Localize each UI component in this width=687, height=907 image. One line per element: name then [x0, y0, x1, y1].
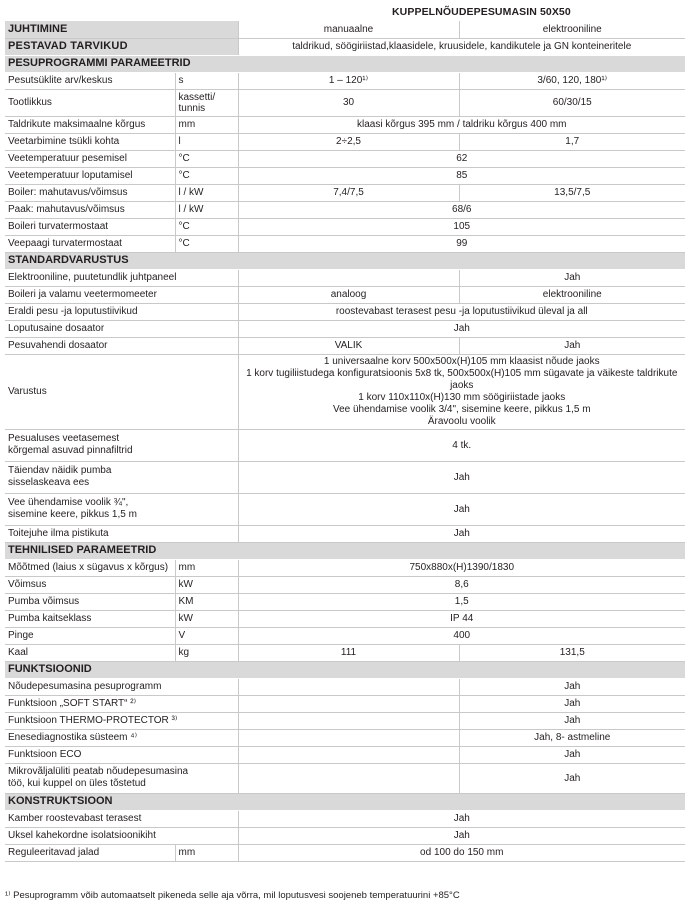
value-shared: 68/6 [238, 201, 685, 218]
row-label: Pumba võimsus [5, 593, 175, 610]
row-unit: mm [175, 844, 238, 861]
row-label-line: Täiendav näidik pumba [8, 465, 112, 476]
value-electronic: Jah [459, 695, 685, 712]
value-electronic: Jah [459, 746, 685, 763]
row-label: Veetarbimine tsükli kohta [5, 133, 175, 150]
table-row [5, 354, 685, 429]
section-title: FUNKTSIOONID [5, 661, 685, 678]
value-shared: Jah [238, 810, 685, 827]
row-label: Uksel kahekordne isolatsioonikiht [5, 827, 238, 844]
value-shared: Jah [238, 493, 685, 525]
value-manual [238, 763, 459, 793]
row-label: Varustus [5, 354, 238, 429]
table-row [5, 844, 685, 861]
table-row [5, 810, 685, 827]
value-electronic: Jah, 8- astmeline [459, 729, 685, 746]
table-row [5, 72, 685, 89]
row-label: Pesutsüklite arv/keskus [5, 72, 175, 89]
varustus-line: 1 universaalne korv 500x500x(H)105 mm klaasist nõude jaoks [323, 355, 600, 367]
table-row [5, 712, 685, 729]
row-unit: l / kW [175, 184, 238, 201]
table-row [5, 695, 685, 712]
value-electronic: 13,5/7,5 [459, 184, 685, 201]
row-label: Funktsioon THERMO-PROTECTOR ³⁾ [5, 712, 238, 729]
table-row [5, 116, 685, 133]
value-shared: 62 [238, 150, 685, 167]
value-manual: 1 – 120¹⁾ [238, 72, 459, 89]
table-row [5, 610, 685, 627]
row-unit: KM [175, 593, 238, 610]
row-label: Veetemperatuur pesemisel [5, 150, 175, 167]
section-title: PESUPROGRAMMI PARAMEETRID [5, 55, 685, 72]
table-row [5, 729, 685, 746]
value-electronic: Jah [459, 763, 685, 793]
row-unit: l [175, 133, 238, 150]
section-standard [5, 252, 685, 269]
varustus-line: 1 korv 110x110x(H)130 mm söögiriistade jaoks [358, 391, 566, 403]
value-shared: 400 [238, 627, 685, 644]
row-unit: °C [175, 150, 238, 167]
row-label: Loputusaine dosaator [5, 320, 238, 337]
row-label: Elektrooniline, puutetundlik juhtpaneel [5, 269, 238, 286]
table-row [5, 269, 685, 286]
col-manual-header: manuaalne [238, 21, 459, 38]
value-manual: 7,4/7,5 [238, 184, 459, 201]
value-manual: 111 [238, 644, 459, 661]
row-label: Tootlikkus [5, 89, 175, 116]
value-manual [238, 269, 459, 286]
value-manual: 2÷2,5 [238, 133, 459, 150]
table-row [5, 827, 685, 844]
row-label: Kamber roostevabast terasest [5, 810, 238, 827]
value-shared: 1,5 [238, 593, 685, 610]
value-shared: 99 [238, 235, 685, 252]
row-label-line: töö, kui kuppel on üles tõstetud [8, 778, 146, 789]
row-label: Funktsioon ECO [5, 746, 238, 763]
table-row [5, 627, 685, 644]
value-manual: analoog [238, 286, 459, 303]
row-label: Pesuvahendi dosaator [5, 337, 238, 354]
table-row [5, 150, 685, 167]
row-label [5, 493, 238, 525]
value-shared: klaasi kõrgus 395 mm / taldriku kõrgus 400 mm [238, 116, 685, 133]
table-row [5, 286, 685, 303]
row-label [5, 429, 238, 461]
row-unit: mm [175, 116, 238, 133]
value-shared: Jah [238, 320, 685, 337]
table-row [5, 576, 685, 593]
section-funktsioonid [5, 661, 685, 678]
row-label: Funktsioon „SOFT START“ ²⁾ [5, 695, 238, 712]
table-row [5, 525, 685, 542]
pestavad-value: taldrikud, söögiriistad,klaasidele, kruusidele, kandikutele ja GN konteineritele [238, 38, 685, 55]
table-row [5, 218, 685, 235]
section-pesuprogrammi [5, 55, 685, 72]
row-label: Paak: mahutavus/võimsus [5, 201, 175, 218]
row-label: Toitejuhe ilma pistikuta [5, 525, 238, 542]
value-electronic: Jah [459, 269, 685, 286]
table-row [5, 235, 685, 252]
row-label: Mõõtmed (laius x sügavus x kõrgus) [5, 559, 175, 576]
value-electronic: Jah [459, 678, 685, 695]
row-label-line: Vee ühendamise voolik ¾", [8, 497, 129, 508]
value-shared: Jah [238, 525, 685, 542]
row-label: Veetemperatuur loputamisel [5, 167, 175, 184]
section-title: KONSTRUKTSIOON [5, 793, 685, 810]
row-label-line: Pesualuses veetasemest [8, 433, 120, 444]
row-label: Nõudepesumasina pesuprogramm [5, 678, 238, 695]
row-unit: °C [175, 235, 238, 252]
juhtimine-label: JUHTIMINE [5, 21, 238, 38]
value-shared: IP 44 [238, 610, 685, 627]
value-electronic: elektrooniline [459, 286, 685, 303]
row-unit: kassetti/ tunnis [175, 89, 238, 116]
table-row [5, 746, 685, 763]
value-electronic: 1,7 [459, 133, 685, 150]
value-electronic: 3/60, 120, 180¹⁾ [459, 72, 685, 89]
section-tehnilised [5, 542, 685, 559]
table-row [5, 559, 685, 576]
value-manual [238, 712, 459, 729]
row-label: Pinge [5, 627, 175, 644]
varustus-line: Vee ühendamise voolik 3/4", sisemine keere, pikkus 1,5 m [332, 403, 591, 415]
value-manual [238, 729, 459, 746]
row-unit: s [175, 72, 238, 89]
value-shared: 4 tk. [238, 429, 685, 461]
value-manual [238, 695, 459, 712]
table-row [5, 644, 685, 661]
value-manual [238, 678, 459, 695]
row-label: Boileri turvatermostaat [5, 218, 175, 235]
table-row [5, 89, 685, 116]
row-label: Võimsus [5, 576, 175, 593]
row-label: Reguleeritavad jalad [5, 844, 175, 861]
product-title: KUPPELNÕUDEPESUMASIN 50X50 [392, 6, 571, 18]
row-unit: kW [175, 576, 238, 593]
row-unit: kW [175, 610, 238, 627]
value-manual: 30 [238, 89, 459, 116]
value-shared: od 100 do 150 mm [238, 844, 685, 861]
table-row [5, 429, 685, 461]
value-electronic: 60/30/15 [459, 89, 685, 116]
table-row [5, 133, 685, 150]
table-row [5, 593, 685, 610]
value-shared: 750x880x(H)1390/1830 [238, 559, 685, 576]
varustus-line: 1 korv tugiliistudega konfiguratsioonis 5x8 tk, 500x500x(H)105 mm sügavate ja väikeste taldrikute jaoks [246, 367, 678, 391]
table-row [5, 763, 685, 793]
table-row [5, 201, 685, 218]
value-manual: VALIK [238, 337, 459, 354]
value-manual [238, 746, 459, 763]
row-label [5, 763, 238, 793]
table-row [5, 678, 685, 695]
row-label-line: sisselaskeava ees [8, 477, 90, 488]
row-label-line: kõrgemal asuvad pinnafiltrid [8, 445, 133, 456]
pestavad-label: PESTAVAD TARVIKUD [5, 38, 238, 55]
col-electronic-header: elektrooniline [459, 21, 685, 38]
varustus-list [238, 354, 685, 429]
spec-table [5, 21, 685, 862]
table-row [5, 337, 685, 354]
row-label: Enesediagnostika süsteem ⁴⁾ [5, 729, 238, 746]
row-label: Veepaagi turvatermostaat [5, 235, 175, 252]
row-label: Boiler: mahutavus/võimsus [5, 184, 175, 201]
section-konstruktsioon [5, 793, 685, 810]
row-unit: mm [175, 559, 238, 576]
value-electronic: Jah [459, 337, 685, 354]
row-label-line: sisemine keere, pikkus 1,5 m [8, 509, 137, 520]
row-label: Pumba kaitseklass [5, 610, 175, 627]
row-label: Taldrikute maksimaalne kõrgus [5, 116, 175, 133]
row-label-line: Mikrovãljalüliti peatab nõudepesumasina [8, 766, 189, 777]
value-electronic: 131,5 [459, 644, 685, 661]
table-row [5, 320, 685, 337]
row-unit: °C [175, 167, 238, 184]
value-shared: Jah [238, 461, 685, 493]
table-row [5, 461, 685, 493]
section-title: STANDARDVARUSTUS [5, 252, 685, 269]
value-electronic: Jah [459, 712, 685, 729]
value-shared: 85 [238, 167, 685, 184]
row-label: Eraldi pesu -ja loputustiivikud [5, 303, 238, 320]
row-juhtimine [5, 21, 685, 38]
table-row [5, 493, 685, 525]
value-shared: 105 [238, 218, 685, 235]
table-row [5, 303, 685, 320]
row-label: Boileri ja valamu veetermomeeter [5, 286, 238, 303]
row-unit: kg [175, 644, 238, 661]
row-unit: °C [175, 218, 238, 235]
spec-table-wrap [5, 21, 685, 862]
row-unit: l / kW [175, 201, 238, 218]
row-label [5, 461, 238, 493]
section-title: TEHNILISED PARAMEETRID [5, 542, 685, 559]
row-pestavad [5, 38, 685, 55]
footnote: ¹⁾ Pesuprogramm võib automaatselt pikeneda selle aja võrra, mil loputusvesi soojeneb temperatuurini +85°C [5, 890, 460, 901]
row-label: Kaal [5, 644, 175, 661]
row-unit: V [175, 627, 238, 644]
table-row [5, 167, 685, 184]
varustus-line: Äravoolu voolik [427, 415, 496, 427]
value-shared: Jah [238, 827, 685, 844]
table-row [5, 184, 685, 201]
value-shared: 8,6 [238, 576, 685, 593]
value-shared: roostevabast terasest pesu -ja loputustiivikud üleval ja all [238, 303, 685, 320]
